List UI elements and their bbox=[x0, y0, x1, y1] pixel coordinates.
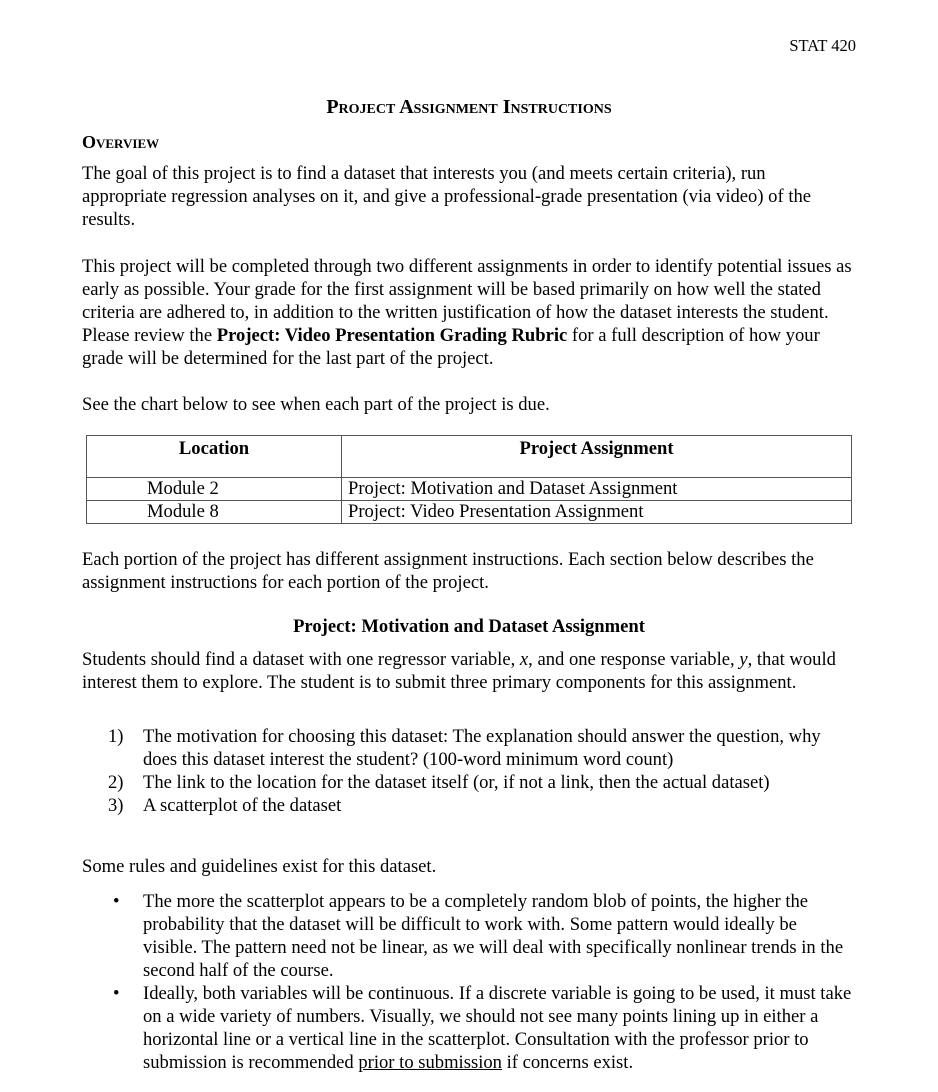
section-heading: Project: Motivation and Dataset Assignment bbox=[293, 616, 645, 637]
overview-paragraph-2 bbox=[82, 255, 854, 370]
location-cell: Module 8 bbox=[87, 501, 342, 524]
rules-intro: Some rules and guidelines exist for this dataset. bbox=[82, 856, 437, 877]
page-title: Project Assignment Instructions bbox=[326, 96, 612, 118]
rules-list bbox=[113, 890, 853, 1074]
assignment-cell: Project: Motivation and Dataset Assignment bbox=[342, 478, 852, 501]
section-intro bbox=[82, 648, 854, 694]
list-item bbox=[108, 794, 848, 817]
schedule-table bbox=[86, 435, 852, 524]
overview-paragraph: The goal of this project is to find a dataset that interests you (and meets certain criteria), run appropriate regression analyses on it, and give a professional-grade presentation (via video) of the results. bbox=[82, 163, 812, 230]
column-header: Project Assignment bbox=[342, 436, 852, 478]
item-text: The more the scatterplot appears to be a completely random blob of points, the higher the probability that the dataset will be difficult to work with. Some pattern would ideally be visible. The pattern need not be linear, as we will deal with specifically nonlinear trends in the second half of the course. bbox=[143, 891, 844, 981]
item-text: The link to the location for the dataset itself (or, if not a link, then the actual dataset) bbox=[143, 772, 770, 793]
location-cell: Module 2 bbox=[87, 478, 342, 501]
item-text: Ideally, both variables will be continuous. If a discrete variable is going to be used, it must take on a wide variety of numbers. Visually, we should not see many points lining up in either a horizontal line or a vertical line in the scatterplot. Consultation with the professor prior to submission is recommended bbox=[143, 983, 852, 1073]
item-number: 3) bbox=[108, 795, 124, 816]
table-row bbox=[87, 501, 852, 524]
item-number: 1) bbox=[108, 726, 124, 747]
item-number: 2) bbox=[108, 772, 124, 793]
table-header-row bbox=[87, 436, 852, 478]
list-item bbox=[113, 890, 853, 982]
item-text: A scatterplot of the dataset bbox=[143, 795, 342, 816]
table-row bbox=[87, 478, 852, 501]
underlined-text: prior to submission bbox=[358, 1052, 502, 1073]
list-item bbox=[108, 725, 848, 771]
assignment-cell: Project: Video Presentation Assignment bbox=[342, 501, 852, 524]
item-text: if concerns exist. bbox=[501, 1052, 634, 1073]
item-text: The motivation for choosing this dataset: The explanation should answer the question, why does this dataset interest the student? (100-word minimum word count) bbox=[143, 726, 821, 770]
text: Students should find a dataset with one regressor variable, bbox=[82, 649, 520, 670]
chart-intro: See the chart below to see when each part of the project is due. bbox=[82, 394, 550, 415]
var-x: x bbox=[519, 649, 529, 670]
text: , that would interest them to explore. The student is to submit three primary components for this assignment. bbox=[82, 649, 836, 693]
list-item bbox=[113, 982, 853, 1074]
rubric-reference: Project: Video Presentation Grading Rubric bbox=[216, 325, 568, 346]
text: for a full description of how your grade will be determined for the last part of the project. bbox=[82, 325, 820, 369]
portions-paragraph: Each portion of the project has different assignment instructions. Each section below describes the assignment instructions for each portion of the project. bbox=[82, 549, 814, 593]
column-header: Location bbox=[87, 436, 342, 478]
bullet-icon: • bbox=[113, 983, 120, 1004]
bullet-icon: • bbox=[113, 891, 120, 912]
text: , and one response variable, bbox=[528, 649, 740, 670]
list-item bbox=[108, 771, 848, 794]
course-code: STAT 420 bbox=[789, 36, 856, 55]
var-y: y bbox=[739, 649, 748, 670]
components-list bbox=[108, 725, 848, 817]
text: This project will be completed through two different assignments in order to identify potential issues as early as possible. Your grade for the first assignment will be based primarily on how well the stated criteria are adhered to, in addition to the written justification of how the dataset interests the student. Please review the bbox=[82, 256, 852, 346]
overview-heading: Overview bbox=[82, 132, 160, 152]
